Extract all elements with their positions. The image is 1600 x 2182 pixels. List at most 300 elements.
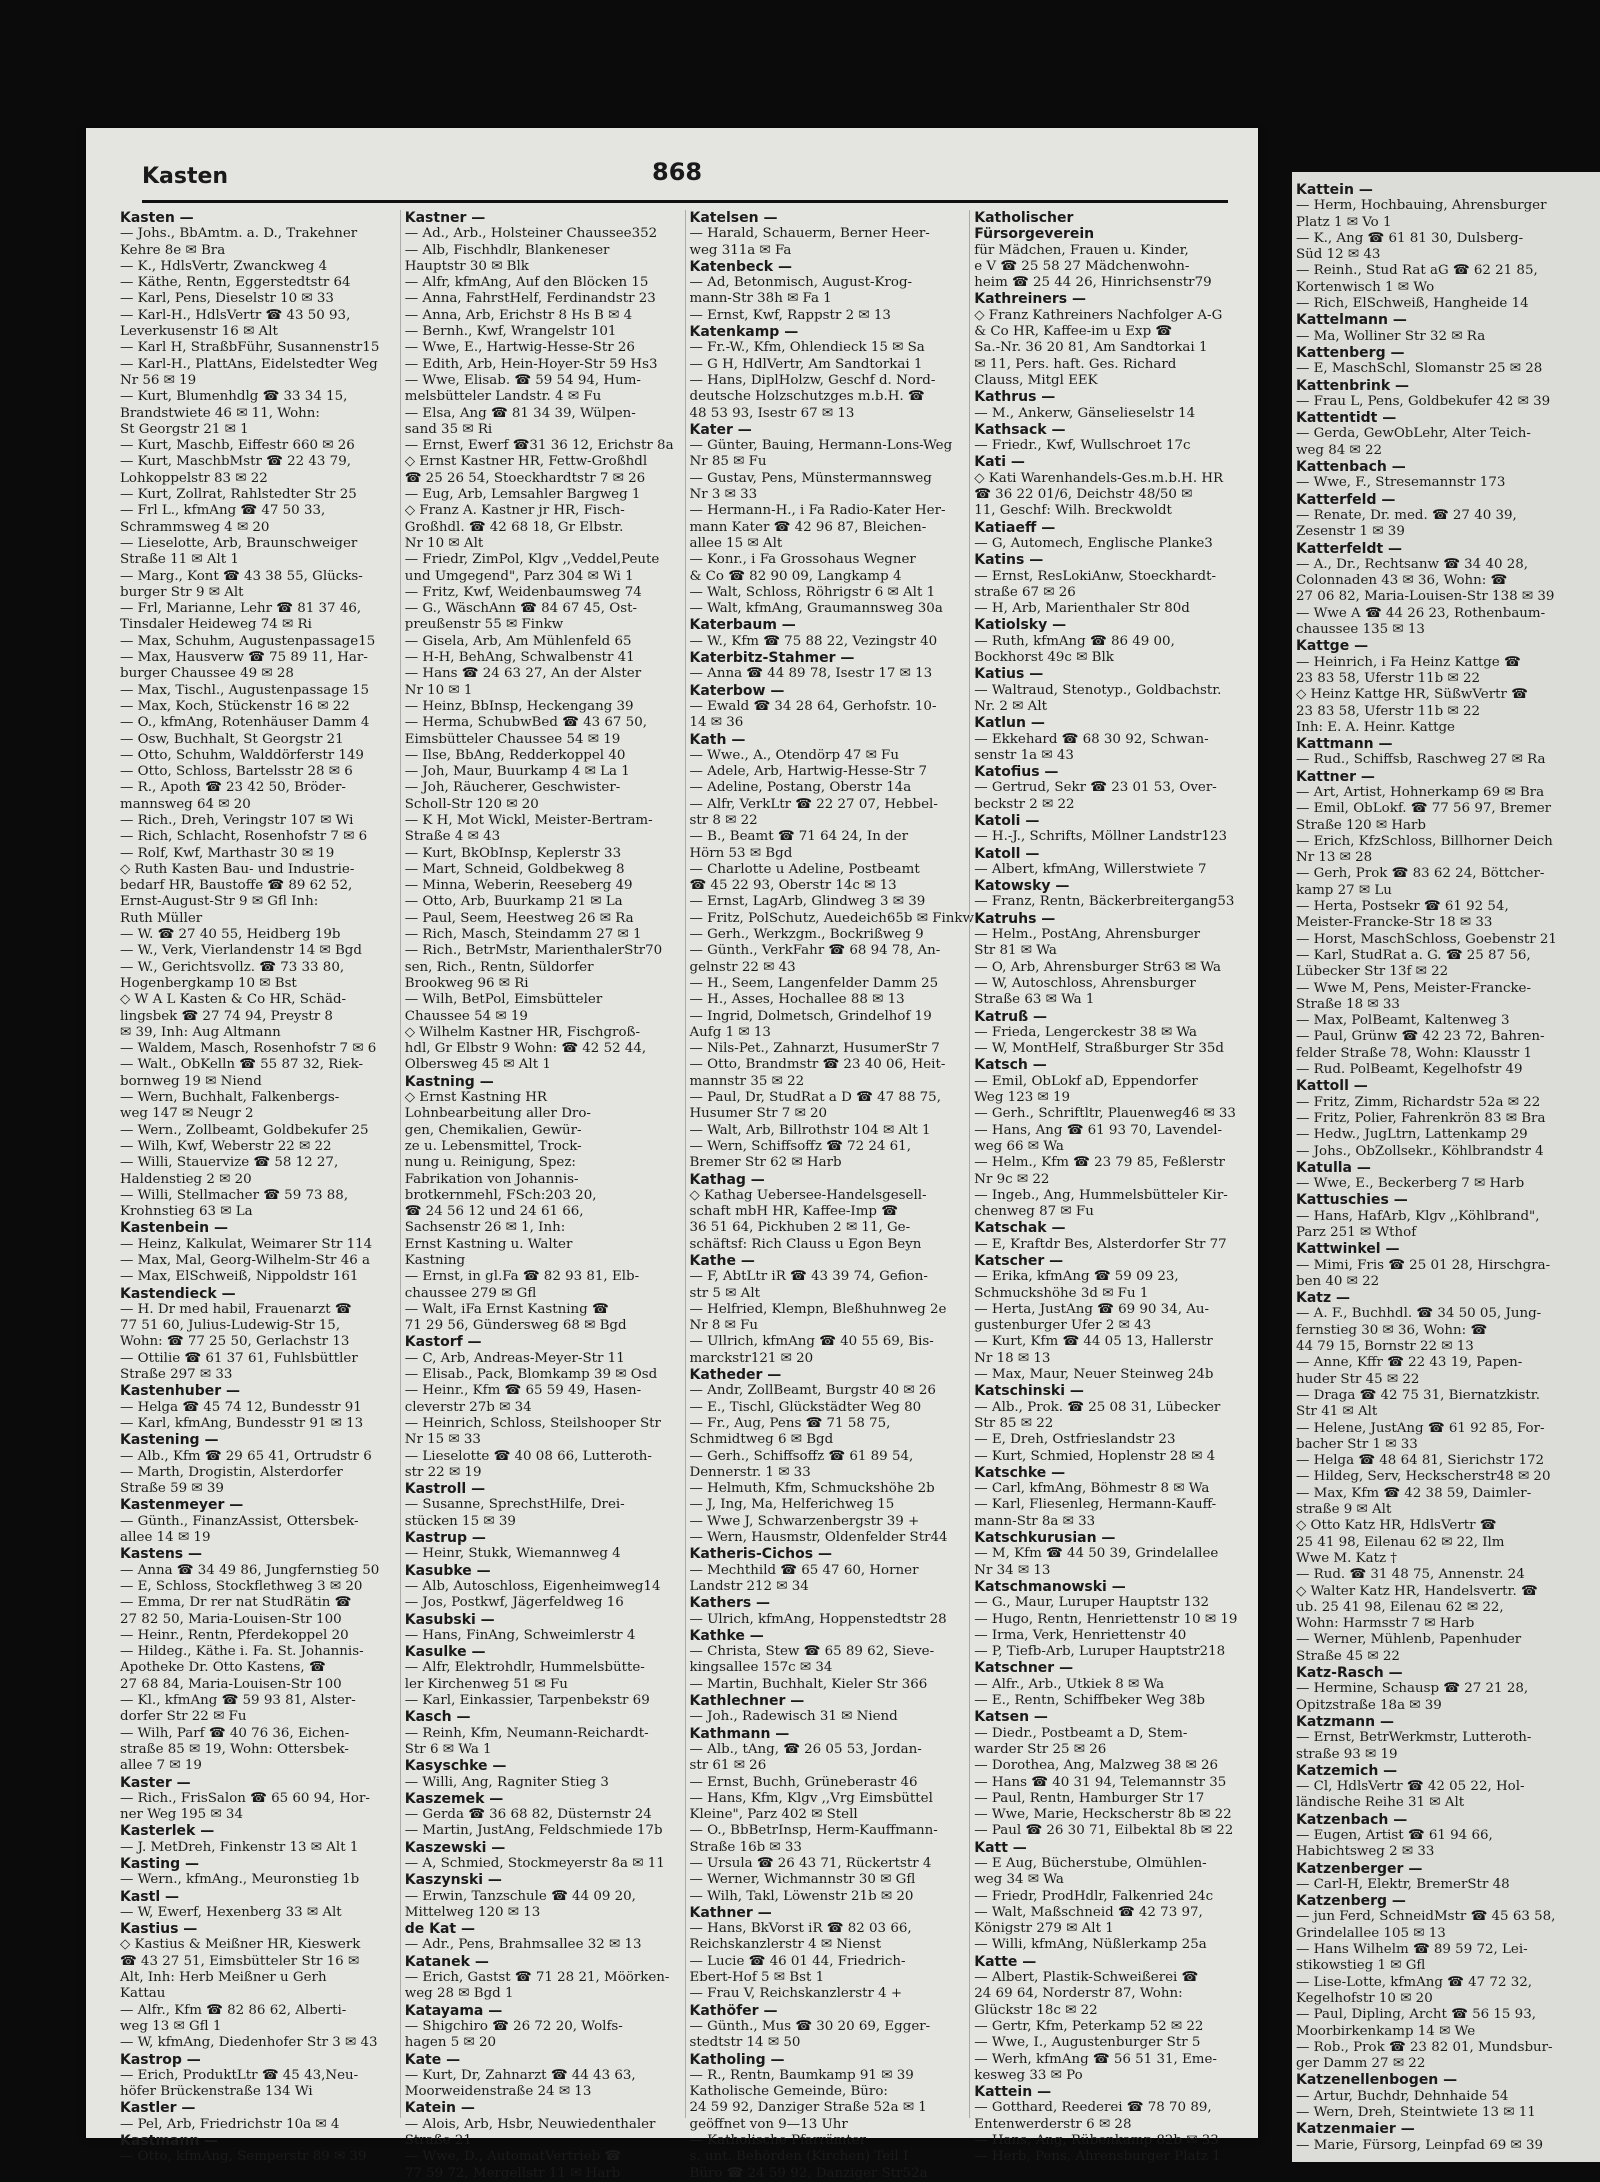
directory-entry-line: Lübecker Str 13f ✉ 22 bbox=[1296, 964, 1449, 980]
directory-entry-line: chenweg 87 ✉ Fu bbox=[974, 1204, 1094, 1220]
directory-entry-line: Fabrikation von Johannis- bbox=[404, 1171, 579, 1187]
surname-heading: Katzenberger — bbox=[1296, 1860, 1423, 1877]
directory-entry-line: — Kurt, Zollrat, Rahlstedter Str 25 bbox=[120, 487, 357, 503]
surname-heading: Kastmann — bbox=[120, 2133, 219, 2150]
directory-entry-line: ◇ Kati Warenhandels-Ges.m.b.H. HR bbox=[974, 470, 1224, 486]
surname-heading: Kate — bbox=[404, 2051, 461, 2068]
directory-entry-line: — Hans ☎ 40 31 94, Telemannstr 35 bbox=[974, 1774, 1227, 1790]
directory-entry-line: Schmuckshöhe 3d ✉ Fu 1 bbox=[974, 1285, 1149, 1301]
directory-entry-line: dorfer Str 22 ✉ Fu bbox=[120, 1709, 247, 1725]
directory-entry-line: — M., Ankerw, Gänselieselstr 14 bbox=[974, 405, 1196, 421]
directory-entry-line: — Helfried, Klempn, Bleßhuhnweg 2e bbox=[689, 1301, 947, 1317]
directory-entry-line: ☎ 25 26 54, Stoeckhardtstr 7 ✉ 26 bbox=[404, 470, 646, 486]
directory-entry-line: s. unt. Behörden (Kirchen) Teil I bbox=[689, 2149, 909, 2165]
directory-entry-line: — W., Kfm ☎ 75 88 22, Vezingstr 40 bbox=[689, 633, 938, 649]
directory-entry-line: Lohkoppelstr 83 ✉ 22 bbox=[120, 470, 268, 486]
directory-entry-line: schaft mbH HR, Kaffee-Imp ☎ bbox=[689, 1204, 898, 1220]
directory-entry-line: Scholl-Str 120 ✉ 20 bbox=[404, 796, 539, 812]
directory-entry-line: — Wern., Zollbeamt, Goldbekufer 25 bbox=[120, 1122, 369, 1138]
directory-entry-line: — Fr., Aug, Pens ☎ 71 58 75, bbox=[689, 1415, 891, 1431]
directory-entry-line: — Emil, ObLokf. ☎ 77 56 97, Bremer bbox=[1296, 801, 1552, 817]
directory-entry-line: — Wern, Hausmstr, Oldenfelder Str44 bbox=[689, 1530, 948, 1546]
directory-entry-line: fernstieg 30 ✉ 36, Wohn: ☎ bbox=[1296, 1322, 1488, 1338]
directory-entry-line: bornweg 19 ✉ Niend bbox=[120, 1073, 262, 1089]
entry-columns bbox=[120, 210, 1248, 2181]
directory-entry-line: Grindelallee 105 ✉ 13 bbox=[1296, 1925, 1446, 1941]
directory-entry-line: lingsbek ☎ 27 74 94, Preystr 8 bbox=[120, 1008, 333, 1024]
directory-entry-line: — Heinrich, i Fa Heinz Kattge ☎ bbox=[1296, 654, 1521, 670]
directory-entry-line: — Otto, Arb, Buurkamp 21 ✉ La bbox=[404, 894, 623, 910]
directory-entry-line: — Kurt, BkObInsp, Keplerstr 33 bbox=[404, 845, 622, 861]
directory-entry-line: marckstr121 ✉ 20 bbox=[689, 1350, 814, 1366]
directory-entry-line: — A. F., Buchhdl. ☎ 34 50 05, Jung- bbox=[1296, 1306, 1542, 1322]
directory-entry-line: — Heinr., Kfm ☎ 65 59 49, Hasen- bbox=[404, 1383, 642, 1399]
directory-entry-line: ◇ Franz Kathreiners Nachfolger A-G bbox=[974, 307, 1223, 323]
directory-entry-line: Parz 251 ✉ Wthof bbox=[1296, 1225, 1417, 1240]
directory-entry-line: — Adele, Arb, Hartwig-Hesse-Str 7 bbox=[689, 764, 928, 780]
directory-entry-line: Brandstwiete 46 ✉ 11, Wohn: bbox=[120, 405, 320, 421]
directory-entry-line: — W, MontHelf, Straßburger Str 35d bbox=[974, 1041, 1224, 1057]
directory-entry-line: straße 85 ✉ 19, Wohn: Ottersbek- bbox=[120, 1741, 349, 1757]
directory-entry-line: — Horst, MaschSchloss, Goebenstr 21 bbox=[1296, 931, 1557, 947]
directory-entry-line: Straße 297 ✉ 33 bbox=[120, 1367, 233, 1383]
directory-entry-line: — Ingeb., Ang, Hummelsbütteler Kir- bbox=[974, 1187, 1228, 1203]
surname-heading: Katulla — bbox=[1296, 1159, 1371, 1176]
surname-heading: Katzenmaier — bbox=[1296, 2121, 1415, 2138]
directory-entry-line: — Fritz, PolSchutz, Auedeich65b ✉ Finkw bbox=[689, 910, 974, 926]
directory-entry-line: schäftsf: Rich Clauss u Egon Beyn bbox=[689, 1236, 922, 1252]
directory-entry-line: — W, Autoschloss, Ahrensburger bbox=[974, 975, 1196, 991]
surname-heading: Kattge — bbox=[1296, 638, 1369, 655]
directory-entry-line: Ebert-Hof 5 ✉ Bst 1 bbox=[689, 1970, 825, 1986]
directory-entry-line: — Carl, kfmAng, Böhmestr 8 ✉ Wa bbox=[974, 1481, 1210, 1497]
directory-entry-line: — Karl, kfmAng, Bundesstr 91 ✉ 13 bbox=[120, 1415, 364, 1431]
directory-entry-line: Colonnaden 43 ✉ 36, Wohn: ☎ bbox=[1296, 573, 1508, 589]
directory-entry-line: burger Str 9 ✉ Alt bbox=[120, 584, 244, 600]
directory-entry-line: — Helmuth, Kfm, Schmuckshöhe 2b bbox=[689, 1481, 935, 1497]
directory-entry-line: — E., Tischl, Glückstädter Weg 80 bbox=[689, 1399, 922, 1415]
directory-entry-line: — Ottilie ☎ 61 37 61, Fuhlsbüttler bbox=[120, 1350, 358, 1366]
directory-entry-line: Süd 12 ✉ 43 bbox=[1296, 247, 1381, 263]
directory-entry-line: — Rud., Schiffsb, Raschweg 27 ✉ Ra bbox=[1296, 752, 1546, 768]
directory-entry-line: — Gertr, Kfm, Peterkamp 52 ✉ 22 bbox=[974, 2018, 1204, 2034]
directory-entry-line: Nr 34 ✉ 13 bbox=[974, 1562, 1051, 1578]
directory-entry-line: — Frl, Marianne, Lehr ☎ 81 37 46, bbox=[120, 601, 362, 617]
directory-entry-line: — Ernst, Ewerf ☎31 36 12, Erichstr 8a bbox=[404, 438, 674, 454]
directory-entry-line: Kattau bbox=[120, 1986, 166, 2002]
directory-entry-line: Aufg 1 ✉ 13 bbox=[689, 1024, 771, 1040]
surname-heading: Katzenberg — bbox=[1296, 1893, 1406, 1910]
directory-entry-line: — Frau V, Reichskanzlerstr 4 + bbox=[689, 1986, 903, 2002]
surname-heading: Kastroll — bbox=[404, 1481, 486, 1498]
directory-entry-line: — Shigchiro ☎ 26 72 20, Wolfs- bbox=[404, 2018, 623, 2034]
directory-entry-line: Glückstr 18c ✉ 22 bbox=[974, 2002, 1098, 2018]
directory-entry-line: — C, Arb, Andreas-Meyer-Str 11 bbox=[404, 1350, 625, 1366]
surname-heading: Kaszynski — bbox=[404, 1872, 502, 1889]
directory-entry-line: — Martin, Buchhalt, Kieler Str 366 bbox=[689, 1676, 928, 1692]
directory-entry-line: weg 28 ✉ Bgd 1 bbox=[404, 1986, 514, 2002]
directory-entry-line: — Rich., Dreh, Veringstr 107 ✉ Wi bbox=[120, 812, 354, 828]
directory-entry-line: — Gustav, Pens, Münstermannsweg bbox=[689, 470, 932, 486]
directory-entry-line: mann-Str 8a ✉ 33 bbox=[974, 1513, 1096, 1529]
directory-entry-line: Straße 18 ✉ 33 bbox=[1296, 996, 1400, 1012]
directory-entry-line: — Mimi, Fris ☎ 25 01 28, Hirschgra- bbox=[1296, 1257, 1551, 1273]
surname-heading: Kastenhuber — bbox=[120, 1383, 241, 1400]
directory-entry-line: allee 14 ✉ 19 bbox=[120, 1530, 211, 1546]
directory-entry-line: — Werner, Wichmannstr 30 ✉ Gfl bbox=[689, 1872, 916, 1888]
directory-entry-line: — Walt, Maßschneid ☎ 42 73 97, bbox=[974, 1904, 1203, 1920]
directory-entry-line: — Alfr., Arb., Utkiek 8 ✉ Wa bbox=[974, 1676, 1165, 1692]
directory-entry-line: — Susanne, SprechstHilfe, Drei- bbox=[404, 1497, 625, 1513]
directory-entry-line: — Lise-Lotte, kfmAng ☎ 47 72 32, bbox=[1296, 1974, 1533, 1990]
surname-heading: Kathsack — bbox=[974, 421, 1066, 438]
directory-entry-line: ◇ Walter Katz HR, Handelsvertr. ☎ bbox=[1296, 1583, 1538, 1599]
directory-entry-line: — Edith, Arb, Hein-Hoyer-Str 59 Hs3 bbox=[404, 356, 658, 372]
directory-entry-line: — Ursula ☎ 26 43 71, Rückertstr 4 bbox=[689, 1855, 932, 1871]
directory-entry-line: sen, Rich., Rentn, Süldorfer bbox=[404, 959, 594, 975]
header-keyword: Kasten bbox=[142, 164, 229, 189]
surname-heading: Katt — bbox=[974, 1839, 1027, 1856]
directory-entry-line: — Fritz, Kwf, Weidenbaumsweg 74 bbox=[404, 584, 642, 600]
directory-entry-line: Lohnbearbeitung aller Dro- bbox=[404, 1106, 591, 1122]
directory-entry-line: — Friedr., Kwf, Wullschroet 17c bbox=[974, 438, 1191, 454]
directory-entry-line: ◇ Kathag Uebersee-Handelsgesell- bbox=[689, 1187, 927, 1203]
directory-entry-line: — Erich, Gastst ☎ 71 28 21, Möörken- bbox=[404, 1970, 670, 1986]
directory-entry-line: — Rob., Prok ☎ 23 82 01, Mundsbur- bbox=[1296, 2039, 1553, 2055]
directory-entry-line: — Gotthard, Reederei ☎ 78 70 89, bbox=[974, 2100, 1212, 2116]
directory-entry-line: — Rich, Masch, Steindamm 27 ✉ 1 bbox=[404, 927, 642, 943]
directory-entry-line: — Gertrud, Sekr ☎ 23 01 53, Over- bbox=[974, 780, 1217, 796]
directory-entry-line: — Marie, Fürsorg, Leinpfad 69 ✉ 39 bbox=[1296, 2137, 1544, 2153]
directory-entry-line: — Max, Kfm ☎ 42 38 59, Daimler- bbox=[1296, 1485, 1532, 1501]
directory-entry-line: 27 82 50, Maria-Louisen-Str 100 bbox=[120, 1611, 342, 1627]
directory-entry-line: — Draga ☎ 42 75 31, Biernatzkistr. bbox=[1296, 1387, 1540, 1403]
directory-entry-line: — R., Apoth ☎ 23 42 50, Bröder- bbox=[120, 780, 346, 796]
surname-heading: Kasubski — bbox=[404, 1611, 495, 1628]
directory-entry-line: — Hans, Ang, Rübenkamp 82b ✉ 33 bbox=[974, 2133, 1219, 2149]
directory-entry-line: hdl, Gr Elbstr 9 Wohn: ☎ 42 52 44, bbox=[404, 1041, 647, 1057]
directory-entry-line: — Wwe M, Pens, Meister-Francke- bbox=[1296, 980, 1532, 996]
directory-entry-line: — Max, Schuhm, Augustenpassage15 bbox=[120, 633, 376, 649]
directory-entry-line: Nr 13 ✉ 28 bbox=[1296, 850, 1373, 866]
directory-entry-line: — H.-J., Schrifts, Möllner Landstr123 bbox=[974, 829, 1227, 845]
directory-entry-line: Sachsenstr 26 ✉ 1, Inh: bbox=[404, 1220, 566, 1236]
directory-entry-line: — Günth., VerkFahr ☎ 68 94 78, An- bbox=[689, 943, 941, 959]
directory-entry-line: — Kurt, Blumenhdlg ☎ 33 34 15, bbox=[120, 389, 348, 405]
directory-entry-line: — Ernst, ResLokiAnw, Stoeckhardt- bbox=[974, 568, 1217, 584]
directory-entry-line: — E, Kraftdr Bes, Alsterdorfer Str 77 bbox=[974, 1236, 1227, 1252]
directory-entry-line: — Wern, Buchhalt, Falkenbergs- bbox=[120, 1090, 340, 1106]
directory-entry-line: — K., Ang ☎ 61 81 30, Dulsberg- bbox=[1296, 230, 1524, 246]
directory-entry-line: ✉ 39, Inh: Aug Altmann bbox=[120, 1024, 281, 1040]
directory-entry-line: — Wwe, E., Beckerberg 7 ✉ Harb bbox=[1296, 1176, 1525, 1192]
directory-entry-line: ger Damm 27 ✉ 22 bbox=[1296, 2056, 1426, 2072]
directory-entry-line: & Co ☎ 82 90 09, Langkamp 4 bbox=[689, 568, 902, 584]
directory-entry-line: Weg 123 ✉ 19 bbox=[974, 1090, 1071, 1106]
directory-entry-line: gelnstr 22 ✉ 43 bbox=[689, 959, 796, 975]
directory-entry-line: Entenwerderstr 6 ✉ 28 bbox=[974, 2116, 1132, 2132]
directory-entry-line: Ruth Müller bbox=[120, 910, 203, 926]
directory-entry-line: ☎ 36 22 01/6, Deichstr 48/50 ✉ bbox=[974, 487, 1193, 503]
directory-entry-line: — Johs., ObZollsekr., Köhlbrandstr 4 bbox=[1296, 1143, 1544, 1159]
directory-entry-line: ze u. Lebensmittel, Trock- bbox=[404, 1138, 582, 1154]
surname-heading: Kastendieck — bbox=[120, 1285, 236, 1302]
directory-entry-line: — P, Tiefb-Arb, Luruper Hauptstr218 bbox=[974, 1644, 1226, 1660]
adjacent-page bbox=[1292, 172, 1600, 2162]
directory-entry-line: 77 51 60, Julius-Ludewig-Str 15, bbox=[120, 1318, 341, 1334]
surname-heading: Kasulke — bbox=[404, 1644, 486, 1661]
directory-entry-line: ◇ Wilhelm Kastner HR, Fischgroß- bbox=[404, 1024, 640, 1040]
directory-entry-line: Moorbirkenkamp 14 ✉ We bbox=[1296, 2023, 1476, 2039]
directory-entry-line: — Käthe, Rentn, Eggerstedtstr 64 bbox=[120, 275, 351, 291]
directory-entry-line: — Wilh, Takl, Löwenstr 21b ✉ 20 bbox=[689, 1888, 914, 1904]
directory-entry-line: — Lieselotte ☎ 40 08 66, Lutteroth- bbox=[404, 1448, 652, 1464]
surname-heading: Kati — bbox=[974, 454, 1025, 471]
directory-entry-line: — Anna ☎ 44 89 78, Isestr 17 ✉ 13 bbox=[689, 666, 933, 682]
directory-entry-line: — Joh, Maur, Buurkamp 4 ✉ La 1 bbox=[404, 764, 630, 780]
surname-heading: Katz-Rasch — bbox=[1296, 1665, 1403, 1682]
directory-entry-line: Großhdl. ☎ 42 68 18, Gr Elbstr. bbox=[404, 519, 624, 535]
directory-entry-line: — Günth., FinanzAssist, Ottersbek- bbox=[120, 1513, 359, 1529]
directory-entry-line: — Joh., Radewisch 31 ✉ Niend bbox=[689, 1709, 898, 1725]
directory-entry-line: ◇ Ernst Kastner HR, Fettw-Großhdl bbox=[404, 454, 648, 470]
directory-entry-line: — Hans, Kfm, Klgv ,,Vrg Eimsbüttel bbox=[689, 1790, 933, 1806]
surname-heading: Kathrus — bbox=[974, 389, 1056, 406]
directory-entry-line: — Marg., Kont ☎ 43 38 55, Glücks- bbox=[120, 568, 363, 584]
page-number: 868 bbox=[652, 158, 703, 186]
directory-entry-line: — Alfr., Kfm ☎ 82 86 62, Alberti- bbox=[120, 2002, 347, 2018]
directory-entry-line: mann-Str 38h ✉ Fa 1 bbox=[689, 291, 832, 307]
surname-heading: Katholischer bbox=[974, 210, 1074, 226]
surname-heading: Kattmann — bbox=[1296, 736, 1393, 753]
surname-heading: Katz — bbox=[1296, 1290, 1351, 1307]
directory-entry-line: — Alb., tAng, ☎ 26 05 53, Jordan- bbox=[689, 1741, 922, 1757]
directory-entry-line: — Martin, JustAng, Feldschmiede 17b bbox=[404, 1823, 663, 1839]
directory-entry-line: Husumer Str 7 ✉ 20 bbox=[689, 1106, 828, 1122]
surname-heading: Katheder — bbox=[689, 1367, 782, 1384]
directory-entry-line: — Friedr, ZimPol, Klgv ,,Veddel,Peute bbox=[404, 552, 660, 568]
directory-entry-line: — F, AbtLtr iR ☎ 43 39 74, Gefion- bbox=[689, 1269, 928, 1285]
directory-entry-line: weg 84 ✉ 22 bbox=[1296, 442, 1383, 458]
directory-entry-line: 11, Geschf: Wilh. Breckwoldt bbox=[974, 503, 1172, 519]
directory-entry-line: ◇ Heinz Kattge HR, SüßwVertr ☎ bbox=[1296, 687, 1528, 703]
directory-entry-line: — Hildeg., Käthe i. Fa. St. Johannis- bbox=[120, 1644, 364, 1660]
directory-entry-line: — Wilh, Kwf, Weberstr 22 ✉ 22 bbox=[120, 1138, 332, 1154]
directory-entry-line: — Paul ☎ 26 30 71, Eilbektal 8b ✉ 22 bbox=[974, 1823, 1234, 1839]
directory-entry-line: Brookweg 96 ✉ Ri bbox=[404, 975, 529, 991]
directory-entry-line: Nr 9c ✉ 22 bbox=[974, 1171, 1050, 1187]
directory-entry-line: Kortenwisch 1 ✉ Wo bbox=[1296, 279, 1435, 295]
directory-entry-line: — Wwe, D., AutomatVertrieb ☎ bbox=[404, 2149, 622, 2165]
directory-entry-line: — Eugen, Artist ☎ 61 94 66, bbox=[1296, 1827, 1493, 1843]
directory-entry-line: preußenstr 55 ✉ Finkw bbox=[404, 617, 564, 633]
directory-entry-line: str 8 ✉ 22 bbox=[689, 812, 758, 828]
directory-entry-line: — H-H, BehAng, Schwalbenstr 41 bbox=[404, 650, 635, 666]
directory-entry-line: heim ☎ 25 44 26, Hinrichsenstr79 bbox=[974, 275, 1212, 291]
directory-entry-line: — Wwe, Elisab. ☎ 59 54 94, Hum- bbox=[404, 372, 641, 388]
surname-heading: Kaszewski — bbox=[404, 1839, 506, 1856]
directory-entry-line: — Karl, Fliesenleg, Hermann-Kauff- bbox=[974, 1497, 1217, 1513]
directory-entry-line: — Wwe, E., Hartwig-Hesse-Str 26 bbox=[404, 340, 635, 356]
directory-entry-line: Eimsbütteler Chaussee 54 ✉ 19 bbox=[404, 731, 621, 747]
directory-entry-line: — Fritz, Zimm, Richardstr 52a ✉ 22 bbox=[1296, 1094, 1541, 1110]
directory-entry-line: Habichtsweg 2 ✉ 33 bbox=[1296, 1844, 1435, 1860]
directory-entry-line: stikowstieg 1 ✉ Gfl bbox=[1296, 1958, 1426, 1974]
directory-entry-line: weg 311a ✉ Fa bbox=[689, 242, 792, 258]
directory-entry-line: — Ruth, kfmAng ☎ 86 49 00, bbox=[974, 633, 1175, 649]
directory-entry-line: — H, Arb, Marienthaler Str 80d bbox=[974, 601, 1190, 617]
directory-entry-line: Nr 10 ✉ Alt bbox=[404, 535, 484, 551]
directory-entry-line: — Gerda, GewObLehr, Alter Teich- bbox=[1296, 426, 1531, 442]
directory-entry-line: — Lieselotte, Arb, Braunschweiger bbox=[120, 535, 358, 551]
surname-heading: Kastning — bbox=[404, 1073, 494, 1090]
surname-heading: Katruß — bbox=[974, 1008, 1048, 1025]
surname-heading: Katruhs — bbox=[974, 910, 1056, 927]
directory-entry-line: mannstr 35 ✉ 22 bbox=[689, 1073, 805, 1089]
directory-entry-line: Nr 18 ✉ 13 bbox=[974, 1350, 1051, 1366]
directory-entry-line: Königstr 279 ✉ Alt 1 bbox=[974, 1921, 1114, 1937]
directory-entry-line: Nr 85 ✉ Fu bbox=[689, 454, 767, 470]
directory-entry-line: Str 85 ✉ 22 bbox=[974, 1415, 1054, 1431]
surname-heading: Katzemich — bbox=[1296, 1762, 1398, 1779]
directory-entry-line: sand 35 ✉ Ri bbox=[404, 421, 493, 437]
directory-entry-line: — Alb, Fischhdlr, Blankeneser bbox=[404, 242, 610, 258]
surname-heading: Kathmann — bbox=[689, 1725, 790, 1742]
directory-entry-line: — Ullrich, kfmAng ☎ 40 55 69, Bis- bbox=[689, 1334, 934, 1350]
directory-entry-line: Hauptstr 30 ✉ Blk bbox=[404, 258, 529, 274]
directory-entry-line: burger Chaussee 49 ✉ 28 bbox=[120, 666, 294, 682]
directory-entry-line: — Pel, Arb, Friedrichstr 10a ✉ 4 bbox=[120, 2116, 340, 2132]
directory-entry-line: Haldenstieg 2 ✉ 20 bbox=[120, 1171, 252, 1187]
directory-entry-line: — Frl L., kfmAng ☎ 47 50 33, bbox=[120, 503, 326, 519]
directory-entry-line: — Paul, Rentn, Hamburger Str 17 bbox=[974, 1790, 1205, 1806]
directory-entry-line: — Emil, ObLokf aD, Eppendorfer bbox=[974, 1073, 1198, 1089]
directory-entry-line: — Werner, Mühlenb, Papenhuder bbox=[1296, 1632, 1522, 1648]
directory-entry-line: ner Weg 195 ✉ 34 bbox=[120, 1807, 243, 1823]
directory-entry-line: ben 40 ✉ 22 bbox=[1296, 1273, 1380, 1289]
directory-entry-line: — Karl, Pens, Dieselstr 10 ✉ 33 bbox=[120, 291, 334, 307]
directory-entry-line: — G, Automech, Englische Planke3 bbox=[974, 535, 1213, 551]
directory-entry-line: hagen 5 ✉ 20 bbox=[404, 2035, 497, 2051]
directory-entry-line: — Hans, Ang ☎ 61 93 70, Lavendel- bbox=[974, 1122, 1223, 1138]
directory-entry-line: — Anna, FahrstHelf, Ferdinandstr 23 bbox=[404, 291, 656, 307]
directory-entry-line: Leverkusenstr 16 ✉ Alt bbox=[120, 324, 278, 340]
directory-entry-line: — Gerh, Prok ☎ 83 62 24, Böttcher- bbox=[1296, 866, 1545, 882]
page-header bbox=[142, 154, 1228, 203]
surname-heading: Katzenellenbogen — bbox=[1296, 2072, 1458, 2089]
directory-entry-line: — Reinh., Stud Rat aG ☎ 62 21 85, bbox=[1296, 263, 1538, 279]
surname-heading: Kattner — bbox=[1296, 768, 1375, 785]
directory-entry-line: — jun Ferd, SchneidMstr ☎ 45 63 58, bbox=[1296, 1909, 1556, 1925]
surname-heading: Kathöfer — bbox=[689, 2002, 778, 2019]
directory-entry-line: — Wilh, BetPol, Eimsbütteler bbox=[404, 992, 603, 1008]
directory-entry-line: — Karl-H., HdlsVertr ☎ 43 50 93, bbox=[120, 307, 351, 323]
directory-entry-line: Clauss, Mitgl EEK bbox=[974, 372, 1098, 388]
directory-entry-line: — K H, Mot Wickl, Meister-Bertram- bbox=[404, 812, 653, 828]
directory-entry-line: — Rolf, Kwf, Marthastr 30 ✉ 19 bbox=[120, 845, 335, 861]
directory-entry-line: Moorweidenstraße 24 ✉ 13 bbox=[404, 2084, 592, 2100]
surname-heading: Kastening — bbox=[120, 1432, 219, 1449]
directory-entry-line: — Kurt, Schmied, Hoplenstr 28 ✉ 4 bbox=[974, 1448, 1216, 1464]
directory-entry-line: Straße 11 ✉ Alt 1 bbox=[120, 552, 239, 568]
directory-entry-line: — Waldem, Masch, Rosenhofstr 7 ✉ 6 bbox=[120, 1041, 377, 1057]
surname-heading: Kathag — bbox=[689, 1171, 765, 1188]
directory-entry-line: — Max, ElSchweiß, Nippoldstr 161 bbox=[120, 1269, 359, 1285]
directory-entry-line: — Karl-H., PlattAns, Eidelstedter Weg bbox=[120, 356, 378, 372]
directory-entry-line: — Ekkehard ☎ 68 30 92, Schwan- bbox=[974, 731, 1209, 747]
directory-entry-line: str 5 ✉ Alt bbox=[689, 1285, 760, 1301]
directory-entry-line: stücken 15 ✉ 39 bbox=[404, 1513, 516, 1529]
directory-entry-line: — Franz, Rentn, Bäckerbreitergang53 bbox=[974, 894, 1235, 910]
surname-heading: Kastl — bbox=[120, 1888, 179, 1905]
directory-entry-line: — Karl H, StraßbFühr, Susannenstr15 bbox=[120, 340, 380, 356]
directory-entry-line: — Walt, Schloss, Röhrigstr 6 ✉ Alt 1 bbox=[689, 584, 936, 600]
directory-entry-line: Tinsdaler Heideweg 74 ✉ Ri bbox=[120, 617, 312, 633]
surname-heading: Kastenbein — bbox=[120, 1220, 228, 1237]
directory-entry-line: — Kurt, Kfm ☎ 44 05 13, Hallerstr bbox=[974, 1334, 1213, 1350]
directory-entry-line: — Waltraud, Stenotyp., Goldbachstr. bbox=[974, 682, 1222, 698]
directory-entry-line: — W., Verk, Vierlandenstr 14 ✉ Bgd bbox=[120, 943, 362, 959]
directory-entry-line: ◇ Ernst Kastning HR bbox=[404, 1090, 547, 1106]
column-4 bbox=[969, 210, 1248, 2165]
directory-entry-line: — H. Dr med habil, Frauenarzt ☎ bbox=[120, 1301, 352, 1317]
directory-entry-line: — Walt., ObKelln ☎ 55 87 32, Riek- bbox=[120, 1057, 363, 1073]
directory-entry-line: — M, Kfm ☎ 44 50 39, Grindelallee bbox=[974, 1546, 1219, 1562]
directory-entry-line: — Max, Tischl., Augustenpassage 15 bbox=[120, 682, 370, 698]
directory-entry-line: ler Kirchenweg 51 ✉ Fu bbox=[404, 1676, 568, 1692]
directory-entry-line: Kleine", Parz 402 ✉ Stell bbox=[689, 1807, 858, 1823]
directory-entry-line: — Gerda ☎ 36 68 82, Düsternstr 24 bbox=[404, 1807, 652, 1823]
surname-heading: Kattuschies — bbox=[1296, 1192, 1408, 1209]
directory-entry-line: — A, Schmied, Stockmeyerstr 8a ✉ 11 bbox=[404, 1855, 665, 1871]
directory-entry-line: — Adr., Pens, Brahmsallee 32 ✉ 13 bbox=[404, 1937, 642, 1953]
directory-entry-line: — J, Ing, Ma, Helferichweg 15 bbox=[689, 1497, 895, 1513]
directory-entry-line: — Anna ☎ 34 49 86, Jungfernstieg 50 bbox=[120, 1562, 380, 1578]
surname-heading: Kattein — bbox=[1296, 182, 1373, 198]
surname-heading: Kater — bbox=[689, 421, 752, 438]
directory-entry-line: Wohn: ☎ 77 25 50, Gerlachstr 13 bbox=[120, 1334, 350, 1350]
directory-entry-line: — Hans Wilhelm ☎ 89 59 72, Lei- bbox=[1296, 1942, 1528, 1958]
directory-entry-line: — Paul, Seem, Heestweg 26 ✉ Ra bbox=[404, 910, 634, 926]
surname-heading: Katterfeld — bbox=[1296, 491, 1396, 508]
directory-entry-line: — Andr, ZollBeamt, Burgstr 40 ✉ 26 bbox=[689, 1383, 936, 1399]
surname-heading: Katiaeff — bbox=[974, 519, 1056, 536]
surname-heading: Kattelmann — bbox=[1296, 312, 1407, 329]
directory-entry-line: — Ma, Wolliner Str 32 ✉ Ra bbox=[1296, 328, 1486, 344]
directory-entry-line: — Ad, Betonmisch, August-Krog- bbox=[689, 275, 913, 291]
surname-heading: Katanek — bbox=[404, 1953, 489, 1970]
directory-entry-line: — Charlotte u Adeline, Postbeamt bbox=[689, 861, 920, 877]
directory-entry-line: Mittelweg 120 ✉ 13 bbox=[404, 1904, 541, 1920]
directory-entry-line: senstr 1a ✉ 43 bbox=[974, 747, 1074, 763]
surname-heading: Katayama — bbox=[404, 2002, 503, 2019]
directory-entry-line: Hogenbergkamp 10 ✉ Bst bbox=[120, 975, 297, 991]
directory-entry-line: — Otto, Brandmstr ☎ 23 40 06, Heit- bbox=[689, 1057, 946, 1073]
directory-entry-line: — A., Dr., Rechtsanw ☎ 34 40 28, bbox=[1296, 556, 1529, 572]
directory-entry-line: str 22 ✉ 19 bbox=[404, 1464, 482, 1480]
directory-entry-line: — Irma, Verk, Henriettenstr 40 bbox=[974, 1627, 1187, 1643]
directory-entry-line: — Cl, HdlsVertr ☎ 42 05 22, Hol- bbox=[1296, 1779, 1525, 1795]
directory-entry-line: — Gerh., Schiffsoffz ☎ 61 89 54, bbox=[689, 1448, 914, 1464]
surname-heading: Kastrup — bbox=[404, 1530, 486, 1547]
directory-entry-line: Platz 1 ✉ Vo 1 bbox=[1296, 214, 1392, 230]
directory-entry-line: str 61 ✉ 26 bbox=[689, 1758, 767, 1774]
directory-entry-line: felder Straße 78, Wohn: Klausstr 1 bbox=[1296, 1045, 1533, 1061]
directory-entry-line: — Friedr, ProdHdlr, Falkenried 24c bbox=[974, 1888, 1214, 1904]
directory-entry-line: — Wwe., A., Otendörp 47 ✉ Fu bbox=[689, 747, 899, 763]
directory-entry-line: — Wwe J, Schwarzenbergstr 39 + bbox=[689, 1513, 920, 1529]
column-3 bbox=[685, 210, 974, 2181]
